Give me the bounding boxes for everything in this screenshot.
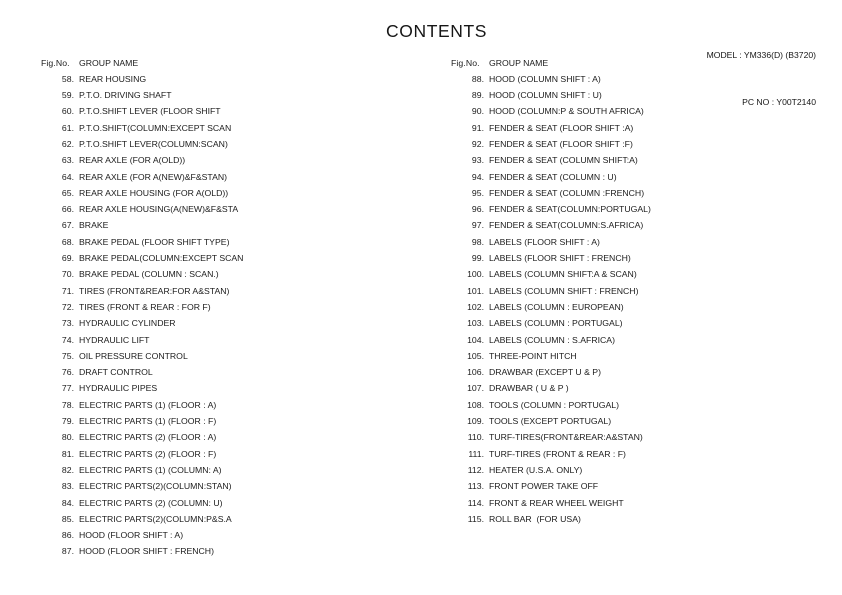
contents-item — [44, 71, 414, 87]
group-name: HOOD (COLUMN SHIFT : A) — [489, 73, 601, 84]
contents-item — [454, 462, 829, 478]
contents-item — [44, 364, 414, 380]
fig-number: 101. — [467, 285, 484, 296]
contents-item — [44, 348, 414, 364]
group-name: P.T.O.SHIFT LEVER (FLOOR SHIFT — [79, 106, 221, 117]
contents-item — [44, 495, 414, 511]
group-name: LABELS (COLUMN : S.AFRICA) — [489, 334, 615, 345]
group-name: BRAKE PEDAL (FLOOR SHIFT TYPE) — [79, 236, 230, 247]
fig-number: 97. — [471, 220, 484, 231]
contents-item — [454, 380, 829, 396]
group-name: P.T.O.SHIFT LEVER(COLUMN:SCAN) — [79, 138, 228, 149]
group-name: LABELS (COLUMN SHIFT : FRENCH) — [489, 285, 639, 296]
contents-item — [454, 103, 829, 119]
group-name: LABELS (COLUMN SHIFT:A & SCAN) — [489, 269, 637, 280]
fig-number: 106. — [467, 367, 484, 378]
group-name: HOOD (COLUMN SHIFT : U) — [489, 90, 602, 101]
fig-number: 79. — [61, 416, 74, 427]
fig-number: 84. — [61, 497, 74, 508]
fig-number: 93. — [471, 155, 484, 166]
fig-number: 65. — [61, 187, 74, 198]
fig-number: 100. — [467, 269, 484, 280]
fig-number: 60. — [61, 106, 74, 117]
contents-item — [44, 527, 414, 543]
fig-number: 92. — [471, 138, 484, 149]
contents-item — [454, 185, 829, 201]
fig-number: 108. — [467, 399, 484, 410]
contents-item — [454, 332, 829, 348]
group-name: P.T.O. DRIVING SHAFT — [79, 90, 172, 101]
group-name: REAR AXLE (FOR A(OLD)) — [79, 155, 186, 166]
fig-number: 99. — [471, 253, 484, 264]
group-name: FENDER & SEAT(COLUMN:PORTUGAL) — [489, 204, 651, 215]
group-name: REAR AXLE HOUSING (FOR A(OLD)) — [79, 187, 229, 198]
contents-item — [454, 397, 829, 413]
fig-number: 103. — [467, 318, 484, 329]
contents-column-right — [451, 55, 829, 528]
fig-number: 98. — [471, 236, 484, 247]
contents-item — [44, 380, 414, 396]
group-name: REAR AXLE (FOR A(NEW)&F&STAN) — [79, 171, 228, 182]
fig-number: 85. — [61, 513, 74, 524]
contents-item — [44, 478, 414, 494]
contents-item — [44, 429, 414, 445]
fig-number: 61. — [61, 122, 74, 133]
fig-number: 77. — [61, 383, 74, 394]
fig-number: 72. — [61, 301, 74, 312]
group-name: REAR AXLE HOUSING(A(NEW)&F&STA — [79, 204, 239, 215]
group-name: TIRES (FRONT&REAR:FOR A&STAN) — [79, 285, 230, 296]
fig-number: 58. — [61, 73, 74, 84]
contents-item — [454, 478, 829, 494]
group-name: FENDER & SEAT (FLOOR SHIFT :A) — [489, 122, 634, 133]
fig-number: 75. — [61, 350, 74, 361]
fig-no-header: Fig.No. — [451, 57, 480, 68]
group-name: TIRES (FRONT & REAR : FOR F) — [79, 301, 211, 312]
contents-item — [454, 201, 829, 217]
group-name: HOOD (COLUMN:P & SOUTH AFRICA) — [489, 106, 644, 117]
fig-number: 114. — [467, 497, 484, 508]
group-name: DRAWBAR ( U & P ) — [489, 383, 569, 394]
contents-item — [44, 511, 414, 527]
group-name: HYDRAULIC PIPES — [79, 383, 158, 394]
group-name: ELECTRIC PARTS(2)(COLUMN:STAN) — [79, 481, 232, 492]
contents-item — [454, 283, 829, 299]
contents-item — [454, 87, 829, 103]
fig-number: 76. — [61, 367, 74, 378]
contents-item — [454, 120, 829, 136]
fig-number: 88. — [471, 73, 484, 84]
contents-item — [44, 87, 414, 103]
fig-number: 104. — [467, 334, 484, 345]
contents-item — [454, 152, 829, 168]
contents-column-left — [41, 55, 414, 560]
fig-number: 81. — [61, 448, 74, 459]
contents-item — [44, 120, 414, 136]
contents-item — [454, 234, 829, 250]
fig-number: 89. — [471, 90, 484, 101]
contents-item — [454, 429, 829, 445]
contents-item — [454, 315, 829, 331]
contents-item — [44, 169, 414, 185]
contents-item — [454, 266, 829, 282]
contents-item — [44, 234, 414, 250]
fig-number: 110. — [467, 432, 484, 443]
group-name: DRAFT CONTROL — [79, 367, 153, 378]
group-name: ELECTRIC PARTS (2) (FLOOR : F) — [79, 448, 217, 459]
contents-item — [454, 446, 829, 462]
fig-number: 102. — [467, 301, 484, 312]
contents-item — [44, 103, 414, 119]
fig-number: 115. — [467, 513, 484, 524]
contents-item — [454, 217, 829, 233]
group-name: HYDRAULIC CYLINDER — [79, 318, 176, 329]
group-name: FENDER & SEAT (COLUMN SHIFT:A) — [489, 155, 638, 166]
group-name: HOOD (FLOOR SHIFT : A) — [79, 530, 184, 541]
fig-number: 111. — [468, 448, 484, 459]
page-title: CONTENTS — [386, 21, 488, 41]
fig-number: 94. — [471, 171, 484, 182]
contents-item — [454, 511, 829, 527]
fig-number: 70. — [61, 269, 74, 280]
fig-number: 113. — [467, 481, 484, 492]
group-name: LABELS (FLOOR SHIFT : A) — [489, 236, 600, 247]
group-name: ROLL BAR (FOR USA) — [489, 513, 581, 524]
group-name: ELECTRIC PARTS (1) (COLUMN: A) — [79, 464, 222, 475]
fig-number: 95. — [471, 187, 484, 198]
contents-item — [44, 266, 414, 282]
group-name: ELECTRIC PARTS (1) (FLOOR : F) — [79, 416, 217, 427]
fig-number: 64. — [61, 171, 74, 182]
fig-number: 62. — [61, 138, 74, 149]
contents-item — [44, 315, 414, 331]
fig-number: 90. — [471, 106, 484, 117]
fig-number: 71. — [61, 285, 74, 296]
contents-item — [44, 397, 414, 413]
fig-number: 91. — [471, 122, 484, 133]
fig-number: 73. — [61, 318, 74, 329]
group-name: TURF-TIRES (FRONT & REAR : F) — [489, 448, 626, 459]
fig-number: 107. — [467, 383, 484, 394]
group-name: THREE-POINT HITCH — [489, 350, 577, 361]
contents-item — [44, 250, 414, 266]
fig-number: 80. — [61, 432, 74, 443]
fig-number: 63. — [61, 155, 74, 166]
contents-item — [454, 413, 829, 429]
group-name: LABELS (COLUMN : PORTUGAL) — [489, 318, 623, 329]
fig-number: 78. — [61, 399, 74, 410]
group-name: FRONT POWER TAKE OFF — [489, 481, 599, 492]
fig-number: 83. — [61, 481, 74, 492]
group-name: BRAKE PEDAL (COLUMN : SCAN.) — [79, 269, 219, 280]
contents-item — [454, 71, 829, 87]
contents-item — [44, 446, 414, 462]
contents-item — [454, 169, 829, 185]
group-name: ELECTRIC PARTS (1) (FLOOR : A) — [79, 399, 217, 410]
group-name: REAR HOUSING — [79, 73, 147, 84]
fig-number: 82. — [61, 464, 74, 475]
contents-item — [454, 299, 829, 315]
list-header-left — [41, 55, 414, 71]
group-name: FENDER & SEAT(COLUMN:S.AFRICA) — [489, 220, 644, 231]
group-name: LABELS (FLOOR SHIFT : FRENCH) — [489, 253, 631, 264]
contents-item — [44, 283, 414, 299]
group-name: FRONT & REAR WHEEL WEIGHT — [489, 497, 624, 508]
fig-number: 69. — [61, 253, 74, 264]
contents-item — [44, 152, 414, 168]
group-name-header: GROUP NAME — [489, 57, 549, 68]
group-name: FENDER & SEAT (COLUMN : U) — [489, 171, 617, 182]
group-name: FENDER & SEAT (COLUMN :FRENCH) — [489, 187, 645, 198]
fig-number: 59. — [61, 90, 74, 101]
group-name: ELECTRIC PARTS (2) (COLUMN: U) — [79, 497, 223, 508]
group-name: ELECTRIC PARTS(2)(COLUMN:P&S.A — [79, 513, 232, 524]
fig-number: 74. — [61, 334, 74, 345]
pc-number: PC NO : Y00T2140 — [742, 96, 816, 107]
group-name: HOOD (FLOOR SHIFT : FRENCH) — [79, 546, 214, 557]
group-name: ELECTRIC PARTS (2) (FLOOR : A) — [79, 432, 217, 443]
contents-item — [44, 332, 414, 348]
fig-number: 105. — [467, 350, 484, 361]
model-number: MODEL : YM336(D) (B3720) — [706, 50, 816, 60]
contents-item — [44, 136, 414, 152]
group-name: FENDER & SEAT (FLOOR SHIFT :F) — [489, 138, 633, 149]
group-name: TOOLS (COLUMN : PORTUGAL) — [489, 399, 620, 410]
fig-number: 87. — [61, 546, 74, 557]
fig-number: 96. — [471, 204, 484, 215]
contents-list-right — [454, 71, 829, 527]
fig-number: 68. — [61, 236, 74, 247]
contents-item — [44, 299, 414, 315]
contents-item — [44, 413, 414, 429]
group-name: LABELS (COLUMN : EUROPEAN) — [489, 301, 624, 312]
contents-item — [44, 543, 414, 559]
fig-number: 86. — [61, 530, 74, 541]
fig-number: 67. — [61, 220, 74, 231]
group-name-header: GROUP NAME — [79, 57, 139, 68]
group-name: P.T.O.SHIFT(COLUMN:EXCEPT SCAN — [79, 122, 232, 133]
list-header-right — [451, 55, 829, 71]
fig-number: 112. — [467, 464, 484, 475]
group-name: HEATER (U.S.A. ONLY) — [489, 464, 583, 475]
fig-number: 109. — [467, 416, 484, 427]
group-name: BRAKE — [79, 220, 109, 231]
group-name: TURF-TIRES(FRONT&REAR:A&STAN) — [489, 432, 643, 443]
contents-item — [44, 185, 414, 201]
contents-item — [454, 495, 829, 511]
fig-no-header: Fig.No. — [41, 57, 70, 68]
group-name: OIL PRESSURE CONTROL — [79, 350, 188, 361]
contents-item — [454, 136, 829, 152]
group-name: HYDRAULIC LIFT — [79, 334, 150, 345]
contents-item — [44, 217, 414, 233]
contents-list-left — [44, 71, 414, 560]
contents-item — [454, 364, 829, 380]
contents-item — [454, 250, 829, 266]
group-name: DRAWBAR (EXCEPT U & P) — [489, 367, 601, 378]
group-name: TOOLS (EXCEPT PORTUGAL) — [489, 416, 612, 427]
group-name: BRAKE PEDAL(COLUMN:EXCEPT SCAN — [79, 253, 244, 264]
contents-item — [44, 201, 414, 217]
fig-number: 66. — [61, 204, 74, 215]
contents-item — [44, 462, 414, 478]
contents-item — [454, 348, 829, 364]
